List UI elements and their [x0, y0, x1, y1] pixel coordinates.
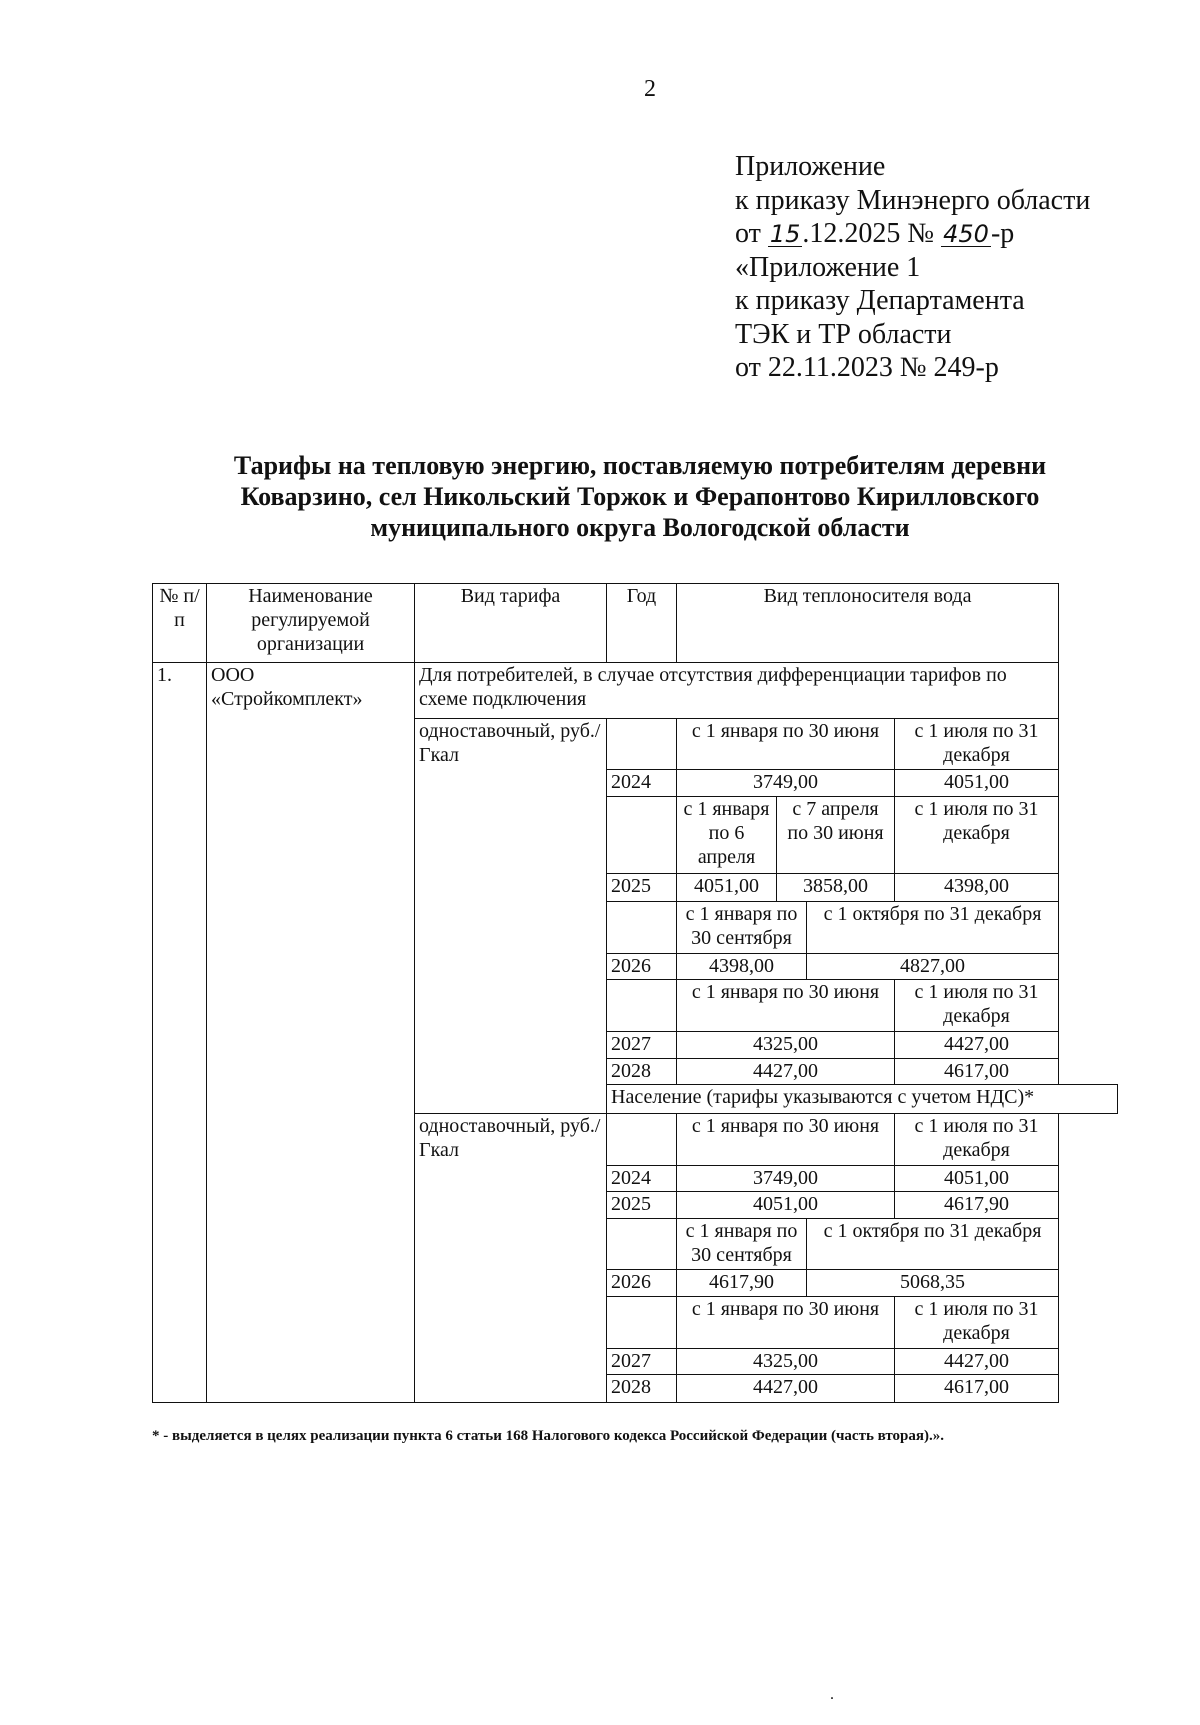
value-cell: 4427,00 [895, 1032, 1059, 1058]
period-cell: с 1 октября по 31 декабря [807, 901, 1059, 953]
row-number: 1. [153, 663, 207, 1403]
page-number: 2 [644, 76, 656, 102]
header-num: № п/п [153, 584, 207, 663]
handwritten-number: 450 [943, 220, 989, 248]
year-cell: 2028 [607, 1375, 677, 1403]
period-cell: с 1 октября по 31 декабря [807, 1218, 1059, 1270]
empty-cell [607, 1218, 677, 1270]
title-line: Тарифы на тепловую энергию, поставляемую потребителям деревни [233, 451, 1047, 480]
period-cell: с 1 января по 30 сентября [677, 1218, 807, 1270]
title-line: Коварзино, сел Никольский Торжок и Ферапонтово Кирилловского [240, 482, 1040, 511]
document-title [140, 450, 1140, 543]
value-cell: 3858,00 [777, 874, 895, 902]
appendix-line: к приказу Минэнерго области [735, 184, 1091, 216]
value-cell: 5068,35 [807, 1270, 1059, 1296]
empty-cell [607, 1296, 677, 1348]
value-cell: 4398,00 [895, 874, 1059, 902]
appendix-line: от 22.11.2023 № 249-р [735, 352, 999, 383]
empty-cell [607, 718, 677, 770]
table-row [153, 663, 1118, 718]
org-name: ООО «Стройкомплект» [207, 663, 415, 1403]
value-cell: 4617,00 [895, 1058, 1059, 1084]
appendix-line: «Приложение 1 [735, 251, 921, 283]
appendix-line: ТЭК и ТР области [735, 318, 952, 350]
year-cell: 2026 [607, 1270, 677, 1296]
year-cell: 2025 [607, 874, 677, 902]
year-cell: 2027 [607, 1348, 677, 1374]
period-cell: с 1 июля по 31 декабря [895, 1296, 1059, 1348]
period-cell: с 1 января по 6 апреля [677, 796, 777, 873]
period-cell: с 1 января по 30 июня [677, 718, 895, 770]
handwritten-day: 15 [769, 220, 801, 248]
value-cell: 4051,00 [895, 770, 1059, 796]
value-cell: 3749,00 [677, 1165, 895, 1191]
value-cell: 4617,90 [677, 1270, 807, 1296]
header-carrier: Вид теплоносителя вода [677, 584, 1059, 663]
empty-cell [607, 980, 677, 1032]
empty-cell [607, 796, 677, 873]
year-cell: 2027 [607, 1032, 677, 1058]
table-header-row [153, 584, 1118, 663]
year-cell: 2024 [607, 770, 677, 796]
header-org: Наименование регулируемой организации [207, 584, 415, 663]
appendix-line: к приказу Департамента [735, 285, 1025, 316]
appendix-date-prefix: от [735, 218, 768, 249]
section2-title: Население (тарифы указываются с учетом НДС)* [607, 1085, 1118, 1114]
period-cell: с 1 января по 30 сентября [677, 901, 807, 953]
header-type: Вид тарифа [415, 584, 607, 663]
period-cell: с 1 июля по 31 декабря [895, 1113, 1059, 1165]
empty-cell [607, 1113, 677, 1165]
appendix-line: Приложение [735, 151, 886, 182]
tariff-type: одноставочный, руб./Гкал [415, 718, 607, 1113]
value-cell: 4427,00 [677, 1375, 895, 1403]
value-cell: 4427,00 [677, 1058, 895, 1084]
value-cell: 4427,00 [895, 1348, 1059, 1374]
value-cell: 4617,00 [895, 1375, 1059, 1403]
value-cell: 4617,90 [895, 1192, 1059, 1218]
value-cell: 4051,00 [895, 1165, 1059, 1191]
title-line: муниципального округа Вологодской области [370, 513, 910, 542]
appendix-date-suffix: -р [990, 218, 1015, 249]
value-cell: 4325,00 [677, 1348, 895, 1374]
empty-cell [607, 901, 677, 953]
period-cell: с 1 июля по 31 декабря [895, 980, 1059, 1032]
value-cell: 4398,00 [677, 953, 807, 979]
period-cell: с 1 июля по 31 декабря [895, 796, 1059, 873]
tariff-type: одноставочный, руб./Гкал [415, 1113, 607, 1402]
tariff-table [152, 583, 1118, 1403]
value-cell: 4051,00 [677, 874, 777, 902]
period-cell: с 1 января по 30 июня [677, 1113, 895, 1165]
appendix-block [735, 150, 1090, 385]
year-cell: 2025 [607, 1192, 677, 1218]
year-cell: 2024 [607, 1165, 677, 1191]
footnote: * - выделяется в целях реализации пункта 6 статьи 168 Налогового кодекса Российской Федерации (часть вторая).». [152, 1428, 944, 1444]
year-cell: 2028 [607, 1058, 677, 1084]
period-cell: с 1 января по 30 июня [677, 980, 895, 1032]
value-cell: 4325,00 [677, 1032, 895, 1058]
period-cell: с 1 июля по 31 декабря [895, 718, 1059, 770]
appendix-date-line [735, 217, 1090, 251]
period-cell: с 1 января по 30 июня [677, 1296, 895, 1348]
section1-title: Для потребителей, в случае отсутствия дифференциации тарифов по схеме подключения [415, 663, 1059, 718]
bottom-mark: . [830, 1686, 834, 1703]
year-cell: 2026 [607, 953, 677, 979]
value-cell: 4051,00 [677, 1192, 895, 1218]
value-cell: 4827,00 [807, 953, 1059, 979]
value-cell: 3749,00 [677, 770, 895, 796]
appendix-date-mid: .12.2025 № [802, 218, 942, 249]
period-cell: с 7 апреля по 30 июня [777, 796, 895, 873]
header-year: Год [607, 584, 677, 663]
